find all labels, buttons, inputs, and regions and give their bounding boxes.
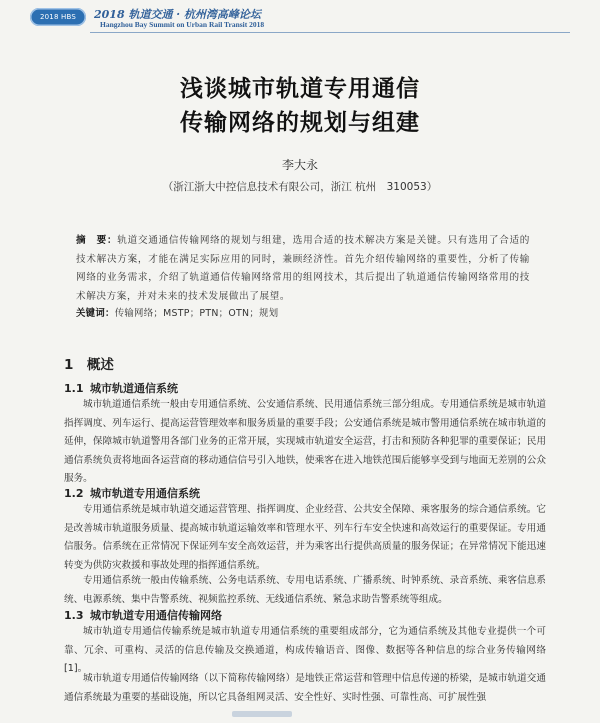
section-1-heading — [64, 353, 114, 373]
section-1-2-heading — [64, 485, 200, 501]
keywords-label: 关键词： — [76, 308, 115, 319]
section-1-1-paragraph: 城市轨道通信系统一般由专用通信系统、公安通信系统、民用通信系统三部分组成。专用通信系统是城市轨道指挥调度、列车运行、提高运营管理效率和服务质量的重要手段；公安通信系统是城市警用通信系统在城市轨道的延伸，保障城市轨道警用各部门业务的正常开展，实现城市轨道安全运营，打击和预防各种犯罪的重要保证；民用通信系统负责将地面各运营商的移动通信信号引入地铁，使乘客在进入地铁范围后能够享受到与地面无差别的公众服务。 — [64, 399, 546, 485]
abstract — [76, 232, 530, 306]
conference-title-en: Hangzhou Bay Summit on Urban Rail Transit 2018 — [100, 20, 265, 29]
header-divider — [90, 32, 570, 33]
section-1-2-paragraph-1: 专用通信系统是城市轨道交通运营管理、指挥调度、企业经营、公共安全保障、乘客服务的综合通信系统。它是改善城市轨道服务质量、提高城市轨道运输效率和管理水平、列车行车安全快速和高效运行的重要保证。专用通信服务。信系统在正常情况下保证列车安全高效运营，并为乘客出行提供高质量的服务保证；在异常情况下能迅速转变为供防灾救援和事故处理的指挥通信系统。 — [64, 504, 546, 571]
abstract-text: 轨道交通通信传输网络的规划与组建，选用合适的技术解决方案是关键。只有选用了合适的技术解决方案，才能在满足实际应用的同时，兼顾经济性。首先介绍传输网络的重要性，分析了传输网络的业务需求，介绍了轨道通信传输网络常用的组网技术，其后提出了轨道通信传输网络常用的技术解决方案，并对未来的技术发展做出了展望。 — [76, 235, 531, 302]
section-1-number: 1 — [64, 357, 74, 373]
paper-title-line-1: 浅谈城市轨道专用通信 — [180, 76, 420, 102]
section-1-2-title: 城市轨道专用通信系统 — [90, 487, 200, 500]
conference-title-cn: 2018 轨道交通 · 杭州湾高峰论坛 — [94, 8, 261, 21]
paper-title-line-2: 传输网络的规划与组建 — [180, 110, 420, 136]
page-bottom-edge — [0, 706, 600, 723]
section-1-3-title: 城市轨道专用通信传输网络 — [90, 609, 222, 622]
conference-logo: 2018 HBS — [30, 8, 86, 26]
section-1-3-number: 1.3 — [64, 609, 84, 622]
section-1-3-heading — [64, 607, 222, 623]
author-name: 李大永 — [281, 158, 318, 172]
section-1-1-heading — [64, 380, 178, 396]
footer-logo-fragment — [232, 711, 292, 717]
section-1-2-paragraph-2: 专用通信系统一般由传输系统、公务电话系统、专用电话系统、广播系统、时钟系统、录音系统、乘客信息系统、电源系统、集中告警系统、视频监控系统、无线通信系统、紧急求助告警系统等组成。 — [64, 575, 546, 605]
keywords-text: 传输网络；MSTP；PTN；OTN；规划 — [114, 308, 279, 319]
keywords — [76, 305, 530, 319]
author-affiliation: （浙江浙大中控信息技术有限公司，浙江 杭州 310053） — [162, 181, 438, 193]
section-1-1-title: 城市轨道通信系统 — [90, 382, 178, 395]
conference-header — [30, 6, 570, 32]
section-1-1-number: 1.1 — [64, 382, 84, 395]
section-1-3-paragraph-2: 城市轨道专用通信传输网络（以下简称传输网络）是地铁正常运营和管理中信息传递的桥梁，是城市轨道交通通信系统最为重要的基础设施，所以它具备组网灵活、安全性好、实时性强、可靠性高、可扩展性强 — [64, 673, 546, 703]
abstract-label: 摘 要： — [76, 235, 118, 246]
section-1-title: 概述 — [86, 357, 114, 373]
section-1-2-number: 1.2 — [64, 487, 84, 500]
section-1-3-paragraph-1: 城市轨道专用通信传输系统是城市轨道专用通信系统的重要组成部分，它为通信系统及其他专业提供一个可靠、冗余、可重构、灵活的信息传输及交换通道，构成传输语音、图像、数据等各种信息的综合业务传输网络 [1]。 — [64, 626, 546, 675]
